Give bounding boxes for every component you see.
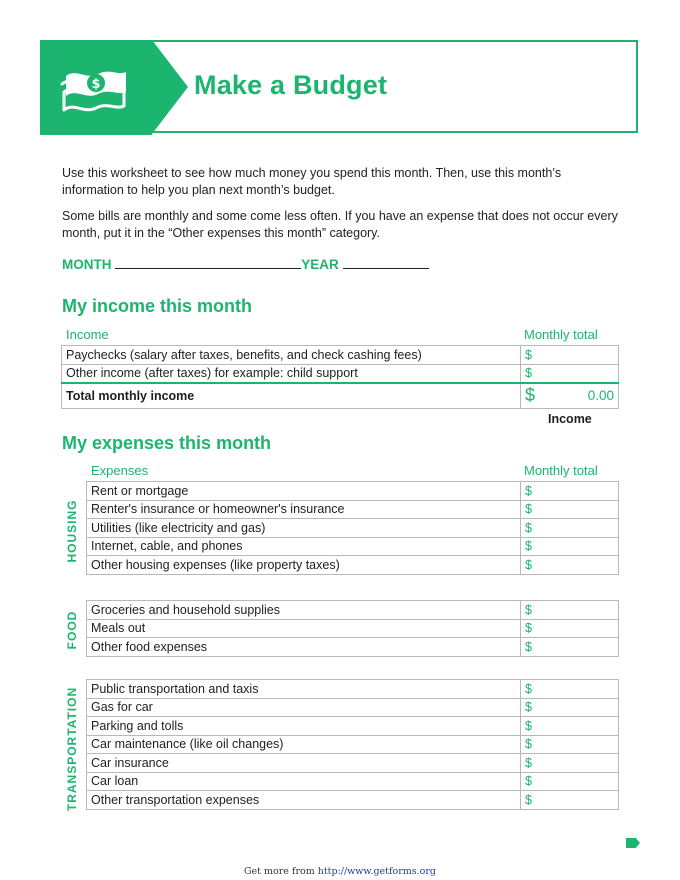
date-fields: [62, 256, 429, 272]
income-note: Income: [548, 412, 592, 426]
expense-amount-field[interactable]: $: [521, 772, 619, 791]
banner-arrow: [152, 40, 188, 134]
housing-table: [86, 481, 619, 575]
income-label: Paychecks (salary after taxes, benefits, and check cashing fees): [62, 346, 521, 365]
expense-amount-field[interactable]: $: [521, 601, 619, 620]
expense-amount-field[interactable]: $: [521, 482, 619, 501]
table-row: [87, 754, 619, 773]
expense-label: Car insurance: [87, 754, 521, 773]
expense-amount-field[interactable]: $: [521, 717, 619, 736]
table-row: [87, 772, 619, 791]
table-row: [62, 364, 619, 383]
expense-label: Internet, cable, and phones: [87, 537, 521, 556]
expense-amount-field[interactable]: $: [521, 537, 619, 556]
table-row: [87, 791, 619, 810]
expense-amount-field[interactable]: $: [521, 638, 619, 657]
expense-amount-field[interactable]: $: [521, 556, 619, 575]
expense-amount-field[interactable]: $: [521, 519, 619, 538]
income-amount-field[interactable]: $: [521, 346, 619, 365]
month-label: MONTH: [62, 257, 112, 272]
expense-label: Other housing expenses (like property taxes): [87, 556, 521, 575]
expense-label: Other transportation expenses: [87, 791, 521, 810]
table-row: [87, 556, 619, 575]
total-income-label: Total monthly income: [62, 383, 521, 409]
table-row: [87, 619, 619, 638]
banner-green-block: [40, 40, 152, 135]
expense-amount-field[interactable]: $: [521, 754, 619, 773]
table-row: [87, 519, 619, 538]
table-row: [87, 680, 619, 699]
month-field[interactable]: [115, 256, 301, 269]
income-table: [61, 345, 619, 409]
year-field[interactable]: [343, 256, 429, 269]
svg-text:$: $: [91, 77, 101, 92]
table-row: [87, 601, 619, 620]
table-row: [87, 698, 619, 717]
income-label: Other income (after taxes) for example: child support: [62, 364, 521, 383]
food-table: [86, 600, 619, 657]
expense-label: Groceries and household supplies: [87, 601, 521, 620]
year-label: YEAR: [301, 257, 339, 272]
footer-link[interactable]: http://www.getforms.org: [317, 866, 437, 877]
expenses-section-title: My expenses this month: [62, 433, 272, 453]
expense-label: Other food expenses: [87, 638, 521, 657]
expense-amount-field[interactable]: $: [521, 680, 619, 699]
expense-label: Gas for car: [87, 698, 521, 717]
group-label-transportation: TRANSPORTATION: [65, 686, 79, 812]
expense-amount-field[interactable]: $: [521, 500, 619, 519]
intro-paragraph-2: Some bills are monthly and some come less often. If you have an expense that does not occur every month, put it in the “Other expenses this month” category.: [62, 209, 618, 240]
table-row: [87, 735, 619, 754]
group-label-food: FOOD: [65, 610, 79, 650]
expense-amount-field[interactable]: $: [521, 619, 619, 638]
expense-amount-field[interactable]: $: [521, 698, 619, 717]
page-title: Make a Budget: [194, 70, 388, 100]
expenses-column-header: Expenses: [91, 463, 149, 478]
expense-amount-field[interactable]: $: [521, 791, 619, 810]
expense-amount-field[interactable]: $: [521, 735, 619, 754]
table-row: [87, 500, 619, 519]
footer-prefix: Get more from: [243, 866, 318, 877]
transportation-table: [86, 679, 619, 810]
income-column-header: Income: [66, 327, 109, 342]
expense-label: Car loan: [87, 772, 521, 791]
money-icon: [58, 62, 130, 112]
expense-label: Renter's insurance or homeowner's insurance: [87, 500, 521, 519]
table-row: [87, 717, 619, 736]
expenses-total-column-header: Monthly total: [524, 463, 598, 478]
expense-label: Rent or mortgage: [87, 482, 521, 501]
group-label-housing: HOUSING: [65, 499, 79, 563]
income-section-title: My income this month: [62, 296, 253, 316]
table-row: [87, 537, 619, 556]
footer: [0, 866, 680, 877]
expense-label: Parking and tolls: [87, 717, 521, 736]
intro-paragraph-1: Use this worksheet to see how much money you spend this month. Then, use this month’s information to help you plan next month’s budget.: [62, 166, 562, 197]
table-row: [87, 482, 619, 501]
income-total-column-header: Monthly total: [524, 327, 598, 342]
expense-label: Public transportation and taxis: [87, 680, 521, 699]
total-income-value: 0.00: [587, 388, 614, 404]
table-row: [62, 346, 619, 365]
table-row: [87, 638, 619, 657]
header-banner: [40, 40, 638, 133]
income-amount-field[interactable]: $: [521, 364, 619, 383]
expense-label: Utilities (like electricity and gas): [87, 519, 521, 538]
expense-label: Car maintenance (like oil changes): [87, 735, 521, 754]
total-currency: $: [525, 385, 536, 406]
expense-label: Meals out: [87, 619, 521, 638]
next-page-arrow-icon[interactable]: [626, 838, 640, 848]
total-income-field[interactable]: [521, 383, 619, 409]
total-income-row: [62, 383, 619, 409]
